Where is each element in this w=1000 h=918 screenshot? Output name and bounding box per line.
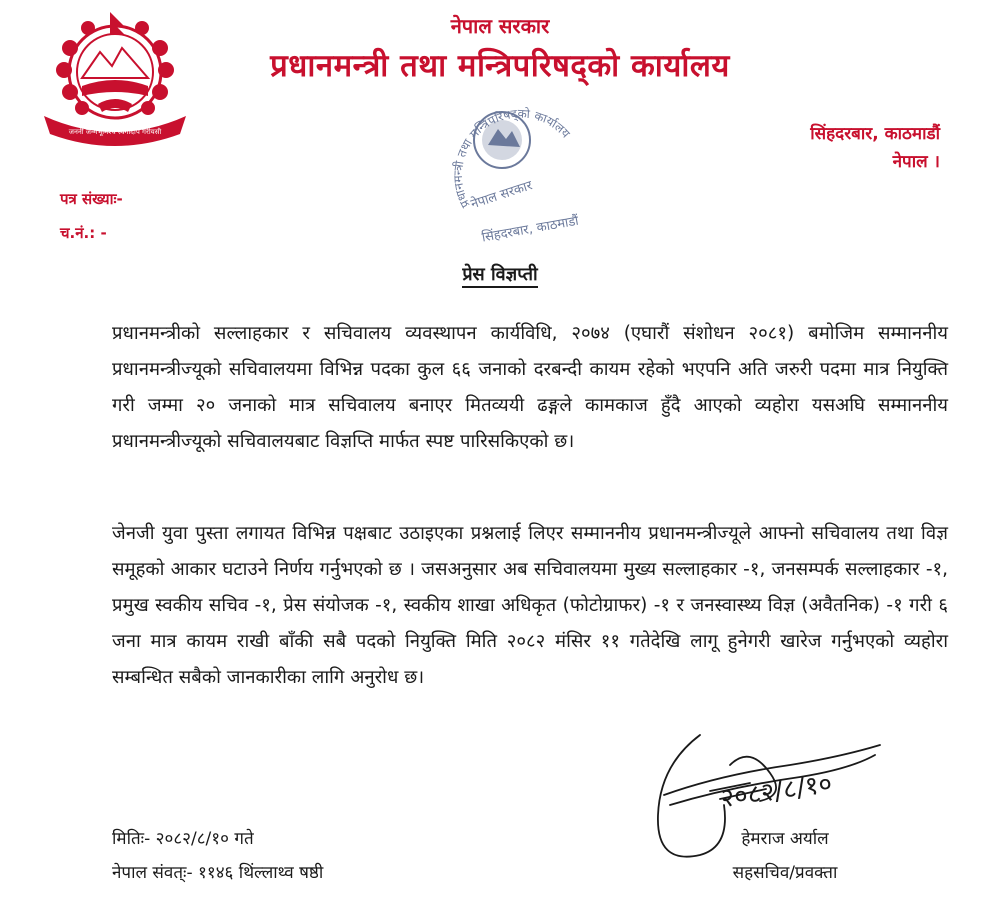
nepal-sambat-date: नेपाल संवत्ः- ११४६ थिंल्लाथ्व षष्ठी xyxy=(112,863,324,883)
dispatch-number-label: च.नं.: - xyxy=(60,224,107,242)
office-address xyxy=(810,120,940,176)
stamp-line2: सिंहदरबार, काठमाडौं xyxy=(480,213,580,246)
office-name: प्रधानमन्त्री तथा मन्त्रिपरिषद्को कार्यालय xyxy=(270,48,730,84)
body-paragraph-1: प्रधानमन्त्रीको सल्लाहकार र सचिवालय व्यवस्थापन कार्यविधि, २०७४ (एघारौं संशोधन २०८१) बमोजिम सम्माननीय प्रधानमन्त्रीज्यूको सचिवालयमा विभिन्न पदका कुल ६६ जनाको दरबन्दी कायम रहेको भएपनि अति जरुरी पदमा मात्र नियुक्ति गरी जम्मा २० जनाको मात्र सचिवालय बनाएर मितव्ययी ढङ्गले कामकाज हुँदै आएको व्यहोरा यसअघि सम्माननीय प्रधानमन्त्रीज्यूको सचिवालयबाट विज्ञप्ति मार्फत स्पष्ट पारिसकिएको छ। xyxy=(112,323,948,452)
press-release-title xyxy=(0,262,1000,286)
address-line1: सिंहदरबार, काठमाडौं xyxy=(810,124,940,144)
stamp-line1: नेपाल सरकार xyxy=(469,178,535,213)
letter-number-label: पत्र संख्याः- xyxy=(60,190,123,208)
office-seal-stamp-icon xyxy=(440,95,600,250)
emblem-motto: जननी जन्मभूमिश्च स्वर्गादपि गरीयसी xyxy=(68,128,162,136)
signer-designation: सहसचिव/प्रवक्ता xyxy=(732,863,838,883)
government-name: नेपाल सरकार xyxy=(450,14,550,38)
date-block xyxy=(112,822,323,890)
press-release-title-text: प्रेस विज्ञप्ती xyxy=(462,264,537,288)
address-line2: नेपाल । xyxy=(892,152,940,172)
stamp-ring-text: प्रधानमन्त्री तथा मन्त्रिपरिषद्को कार्यालय xyxy=(450,106,573,211)
signature-date: २०८२/८/१० xyxy=(718,768,835,815)
letter-references xyxy=(60,182,123,250)
body-paragraph-2: जेनजी युवा पुस्ता लगायत विभिन्न पक्षबाट उठाइएका प्रश्नलाई लिएर सम्माननीय प्रधानमन्त्रीज्यूले आफ्नो सचिवालय तथा विज्ञ समूहको आकार घटाउने निर्णय गर्नुभएको छ । जसअनुसार अब सचिवालयमा मुख्य सल्लाहकार -१, जनसम्पर्क सल्लाहकार -१, प्रमुख स्वकीय सचिव -१, प्रेस संयोजक -१, स्वकीय शाखा अधिकृत (फोटोग्राफर) -१ र जनस्वास्थ्य विज्ञ (अवैतनिक) -१ गरी ६ जना मात्र कायम राखी बाँकी सबै पदको नियुक्ति मिति २०८२ मंसिर ११ गतेदेखि लागू हुनेगरी खारेज गर्नुभएको व्यहोरा सम्बन्धित सबैको जानकारीका लागि अनुरोध छ। xyxy=(112,523,948,688)
issue-date: मितिः- २०८२/८/१० गते xyxy=(112,829,254,849)
signer-block xyxy=(680,822,890,890)
signer-name: हेमराज अर्याल xyxy=(741,829,829,849)
